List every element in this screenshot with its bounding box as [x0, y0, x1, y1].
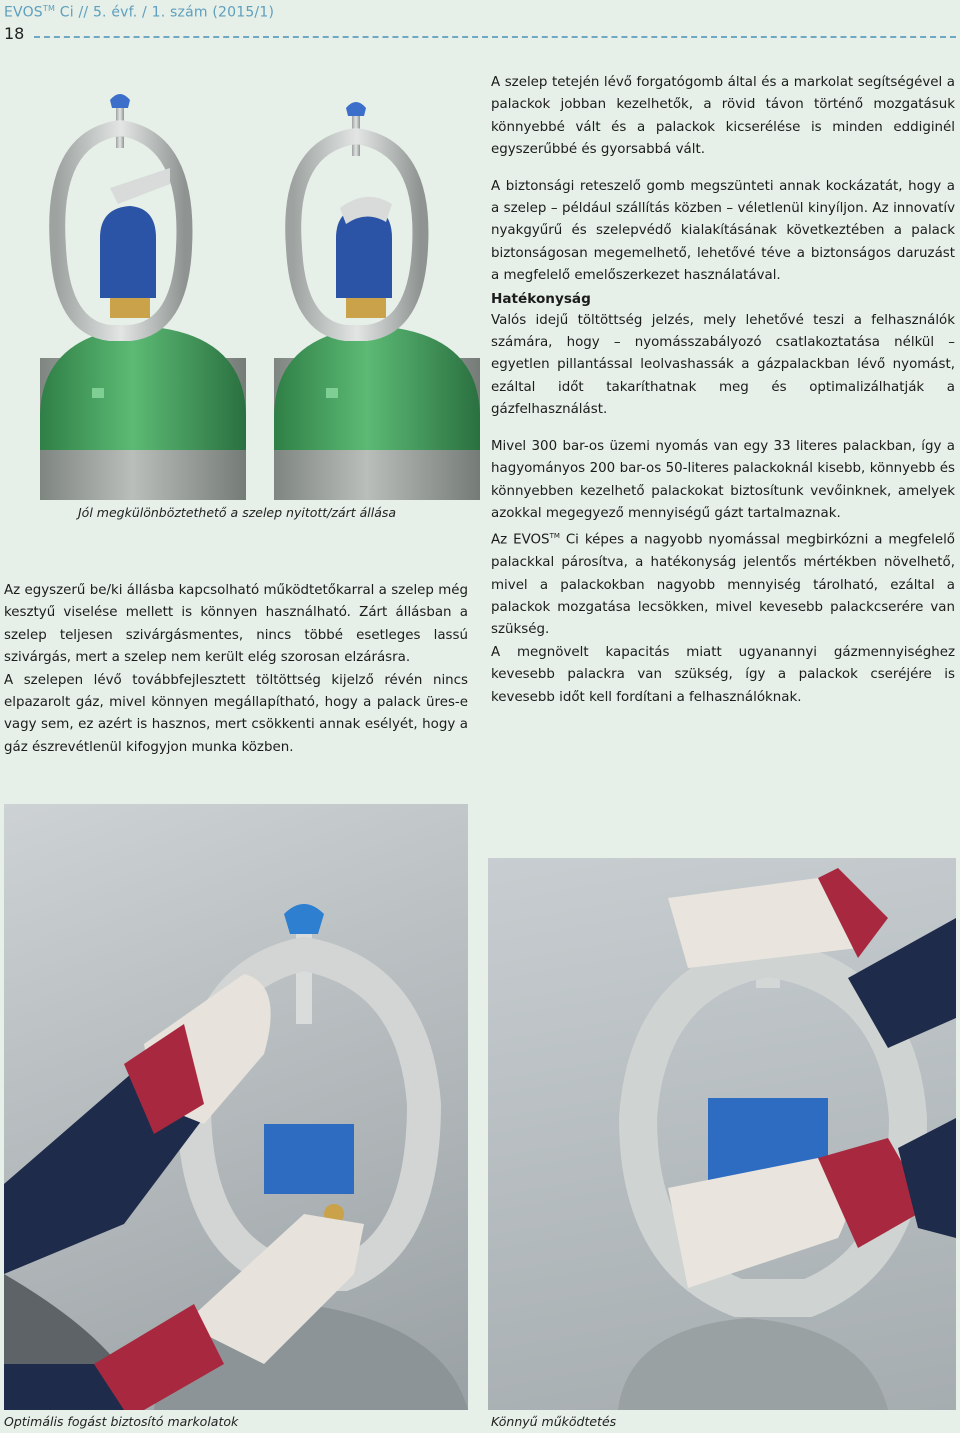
- paragraph: Valós idejű töltöttség jelzés, mely lehetővé teszi a felhasználók számára, hogy – nyomásszabályozó csatlakoztatása nélkül – egyetlen pillantással leolvashassák a gázpalackban lévő nyomást, ezáltal időt takaríthatnak meg és optimalizálhatják a gázfelhasználást.: [491, 312, 955, 418]
- left-column: [4, 580, 468, 759]
- paragraph: Az egyszerű be/ki állásba kapcsolható működtetőkarral a szelep még kesztyű viselése mellett is könnyen használható. Zárt állásban a szelep teljesen szivárgásmentes, nincs többé esetleges lassú szivárgás, mert a szelep nem került elég szorosan elzárásra.: [4, 583, 468, 666]
- page-number: 18: [4, 24, 25, 43]
- caption-easy-operation: Könnyű működtetés: [491, 1414, 617, 1429]
- caption-valve-positions: Jól megkülönböztethető a szelep nyitott/zárt állása: [78, 505, 397, 520]
- paragraph: A szelep tetején lévő forgatógomb által és a markolat segítségével a palackok jobban kezelhetők, a rövid távon történő mozgatásuk könnyebbé vált és a palackok kicserélése is minden eddiginél egyszerűbbé és gyorsabbá vált.: [491, 75, 955, 158]
- caption-grip-handles: Optimális fogást biztosító markolatok: [4, 1414, 239, 1429]
- header-divider: [34, 36, 956, 38]
- paragraph: A megnövelt kapacitás miatt ugyanannyi gázmennyiséghez kevesebb palackra van szükség, így a palackok cseréjére is kevesebb időt kell fordítani a felhasználóknak.: [491, 644, 955, 705]
- photo-easy-operation: [488, 858, 956, 1410]
- paragraph: Az EVOS™ Ci képes a nagyobb nyomással megbirkózni a megfelelő palackkal párosítva, a hatékonyság jelentős mértékben növelhető, mivel a palackokban nagyobb mennyiség tárolható, ezáltal a palackok mozgatása lecsökken, mivel kevesebb palackcserére van szükség.: [491, 532, 955, 638]
- paragraph: Mivel 300 bar-os üzemi nyomás van egy 33 literes palackban, így a hagyományos 200 bar-os 50-literes palackoknál kisebb, könnyebb és könnyebben kezelhető palackokat biztosítunk vevőinknek, amelyek azokkal megegyező mennyiségű gázt tartalmaznak.: [491, 438, 955, 521]
- paragraph: A szelepen lévő továbbfejlesztett töltöttség kijelző révén nincs elpazarolt gáz, mivel könnyen megállapítható, hogy a palack üres-e vagy sem, ez azért is hasznos, mert csökkenti annak esélyét, hogy a gáz észrevétlenül kifogyjon munka közben.: [4, 672, 468, 755]
- figure-valve-positions: [40, 88, 480, 500]
- cylinder-open-icon: [40, 94, 246, 500]
- cylinder-closed-icon: [274, 102, 480, 500]
- journal-title: EVOS™ Ci // 5. évf. / 1. szám (2015/1): [4, 4, 275, 21]
- section-heading: Hatékonyság: [491, 290, 591, 307]
- right-column: [491, 72, 955, 709]
- photo-grip-handles: [4, 804, 468, 1410]
- paragraph: A biztonsági reteszelő gomb megszünteti annak kockázatát, hogy a a szelep – például szállítás közben – véletlenül kinyíljon. Az innovatív nyakgyűrű és szelepvédő kialakításának következtében a palack biztonságosan megemelhető, lehetővé téve a biztonságos daruzást a megfelelő emelőszerkezet használatával.: [491, 178, 955, 284]
